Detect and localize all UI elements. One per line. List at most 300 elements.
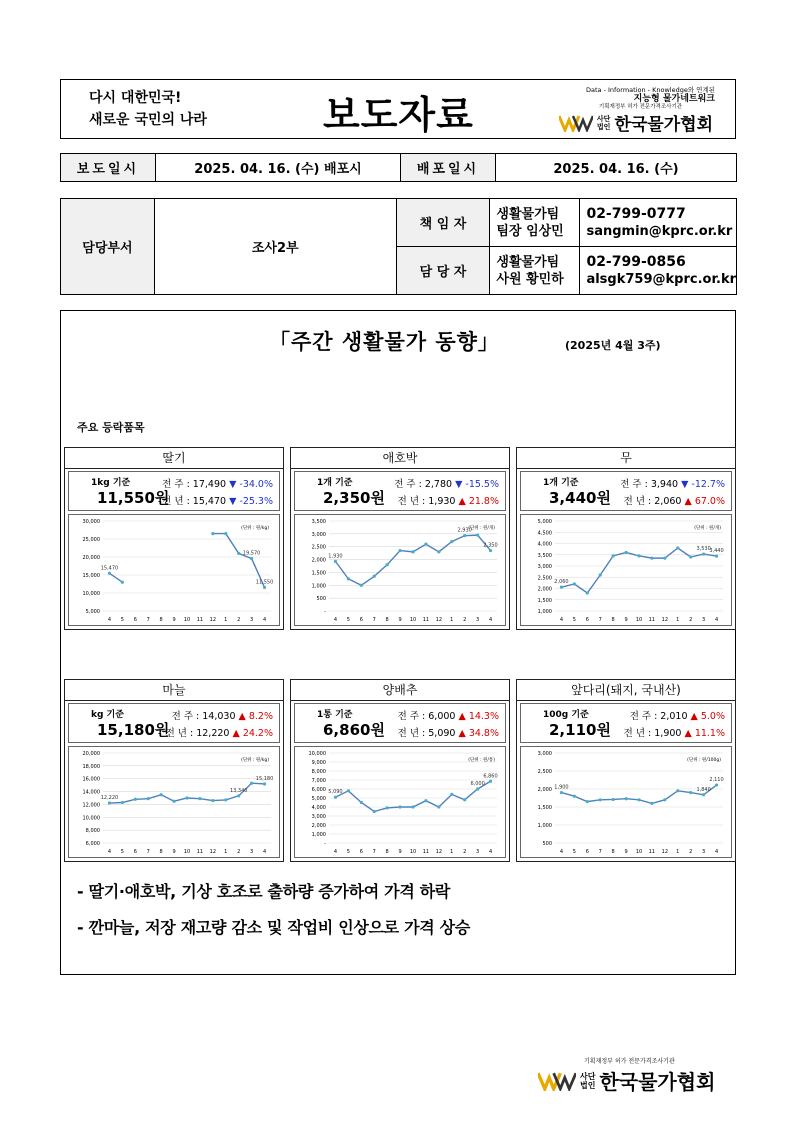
y-tick-label: 500 bbox=[316, 596, 326, 603]
prev-year-value: 전 년 : 2,060 bbox=[623, 496, 682, 507]
x-tick-label: 7 bbox=[372, 849, 376, 855]
prev-week-pct: -12.7% bbox=[691, 479, 725, 490]
x-tick-label: 1 bbox=[450, 849, 454, 855]
staff-label: 담 당 자 bbox=[396, 247, 490, 295]
current-price: 6,860원 bbox=[323, 721, 385, 739]
line-chart-svg bbox=[69, 747, 279, 857]
x-tick-label: 12 bbox=[209, 849, 217, 855]
data-point bbox=[121, 581, 124, 584]
data-point bbox=[360, 584, 363, 587]
prev-week-value: 전 주 : 6,000 bbox=[397, 711, 456, 722]
staff-team: 생활물가팀 bbox=[496, 254, 560, 270]
prev-year-compare bbox=[624, 725, 725, 739]
item-name: 마늘 bbox=[65, 680, 283, 701]
logo-small2: 법인 bbox=[596, 122, 611, 131]
x-tick-label: 6 bbox=[133, 617, 137, 623]
x-tick-label: 1 bbox=[676, 617, 680, 623]
data-label: 19,570 bbox=[242, 550, 261, 557]
summary-bullet-2: - 깐마늘, 저장 재고량 감소 및 작업비 인상으로 가격 상승 bbox=[77, 918, 470, 937]
data-point bbox=[450, 540, 453, 543]
data-point bbox=[586, 800, 589, 803]
x-tick-label: 4 bbox=[262, 849, 267, 855]
x-tick-label: 2 bbox=[689, 617, 693, 623]
x-tick-label: 4 bbox=[107, 849, 112, 855]
staff-phone: 02-799-0856 bbox=[586, 253, 686, 270]
prev-year-compare bbox=[166, 725, 273, 739]
data-point bbox=[676, 546, 679, 549]
y-tick-label: 3,000 bbox=[311, 814, 326, 820]
data-point bbox=[450, 793, 453, 796]
y-tick-label: 2,000 bbox=[537, 586, 552, 593]
x-tick-label: 10 bbox=[635, 617, 643, 623]
chief-contact-cell bbox=[580, 199, 737, 247]
item-name: 무 bbox=[517, 448, 735, 469]
tagline2: 지능형 물가네트워크 bbox=[633, 94, 715, 104]
prev-year-pct: -25.3% bbox=[239, 496, 273, 507]
data-label: 15,180 bbox=[255, 775, 274, 782]
footer-logo-sub: 기획재정부 허가 전문가격조사기관 bbox=[584, 1058, 675, 1065]
data-point bbox=[586, 591, 589, 594]
y-tick-label: 4,500 bbox=[537, 530, 552, 537]
prev-week-change: ▼ -15.5% bbox=[455, 479, 499, 490]
current-price: 3,440원 bbox=[549, 489, 611, 507]
x-tick-label: 2 bbox=[689, 849, 693, 855]
chart-unit-legend: (단위 : 원/개) bbox=[694, 526, 721, 531]
x-tick-label: 4 bbox=[333, 849, 338, 855]
x-tick-label: 8 bbox=[385, 849, 389, 855]
y-tick-label: 1,500 bbox=[537, 597, 552, 604]
y-tick-label: 9,000 bbox=[311, 760, 326, 766]
data-point bbox=[676, 789, 679, 792]
x-tick-label: 4 bbox=[488, 617, 493, 623]
x-tick-label: 7 bbox=[146, 617, 150, 623]
prev-week-compare bbox=[162, 476, 273, 490]
x-tick-label: 3 bbox=[476, 849, 480, 855]
unit-basis: kg 기준 bbox=[91, 710, 124, 720]
release-table bbox=[60, 153, 737, 182]
x-tick-label: 7 bbox=[146, 849, 150, 855]
price-trend-chart bbox=[294, 746, 506, 858]
data-point bbox=[185, 796, 188, 799]
price-trend-chart bbox=[68, 746, 280, 858]
release-date-label: 보도일시 bbox=[61, 154, 156, 182]
x-tick-label: 10 bbox=[409, 849, 417, 855]
data-point bbox=[147, 797, 150, 800]
data-point bbox=[386, 806, 389, 809]
price-trend-chart bbox=[520, 514, 732, 626]
price-box bbox=[294, 471, 506, 511]
data-label: 3,440 bbox=[709, 548, 724, 555]
unit-basis: 100g 기준 bbox=[543, 710, 589, 720]
data-point bbox=[360, 801, 363, 804]
data-point bbox=[637, 798, 640, 801]
x-tick-label: 3 bbox=[250, 849, 254, 855]
data-point bbox=[573, 582, 576, 585]
unit-basis: 1개 기준 bbox=[317, 478, 353, 488]
data-label: 5,090 bbox=[328, 789, 343, 796]
data-point bbox=[637, 554, 640, 557]
data-point bbox=[689, 791, 692, 794]
chief-phone: 02-799-0777 bbox=[586, 205, 686, 222]
footer-logo-mark-icon bbox=[538, 1071, 576, 1091]
y-tick-label: 5,000 bbox=[85, 609, 100, 615]
y-tick-label: 8,000 bbox=[311, 769, 326, 775]
x-tick-label: 3 bbox=[702, 617, 706, 623]
x-tick-label: 11 bbox=[422, 617, 430, 623]
x-tick-label: 6 bbox=[359, 617, 363, 623]
x-tick-label: 5 bbox=[346, 849, 350, 855]
data-point bbox=[463, 798, 466, 801]
prev-week-compare bbox=[172, 708, 273, 722]
y-tick-label: 1,500 bbox=[537, 805, 552, 811]
unit-basis: 1kg 기준 bbox=[91, 478, 131, 488]
y-tick-label: 1,000 bbox=[311, 583, 326, 590]
y-tick-label: 4,000 bbox=[311, 805, 326, 811]
prev-week-pct: -34.0% bbox=[239, 479, 273, 490]
data-point bbox=[398, 549, 401, 552]
data-point bbox=[211, 532, 214, 535]
unit-basis: 1개 기준 bbox=[543, 478, 579, 488]
x-tick-label: 9 bbox=[624, 617, 628, 623]
y-tick-label: 12,000 bbox=[82, 802, 100, 809]
staff-email: alsgk759@kprc.or.kr bbox=[586, 271, 736, 287]
item-name: 애호박 bbox=[291, 448, 509, 469]
data-point bbox=[476, 534, 479, 537]
x-tick-label: 9 bbox=[624, 849, 628, 855]
data-point bbox=[237, 794, 240, 797]
price-box bbox=[68, 703, 280, 743]
data-label: 2,350 bbox=[483, 542, 498, 549]
contact-table bbox=[60, 198, 737, 295]
x-tick-label: 5 bbox=[120, 849, 124, 855]
data-point bbox=[650, 557, 653, 560]
item-card bbox=[290, 447, 510, 630]
header-box bbox=[60, 79, 736, 139]
line-chart-svg bbox=[69, 515, 279, 625]
y-tick-label: 30,000 bbox=[82, 519, 100, 525]
data-point bbox=[386, 563, 389, 566]
x-tick-label: 9 bbox=[398, 849, 402, 855]
price-box bbox=[520, 703, 732, 743]
y-tick-label: 25,000 bbox=[82, 537, 100, 543]
y-tick-label: - bbox=[324, 609, 326, 615]
prev-year-change: ▲ 67.0% bbox=[684, 496, 725, 507]
data-point bbox=[134, 798, 137, 801]
data-point bbox=[334, 796, 337, 799]
x-tick-label: 11 bbox=[196, 849, 204, 855]
y-tick-label: 2,500 bbox=[311, 544, 326, 551]
y-tick-label: 1,000 bbox=[311, 832, 326, 838]
x-tick-label: 2 bbox=[237, 849, 241, 855]
x-tick-label: 4 bbox=[714, 617, 719, 623]
x-tick-label: 1 bbox=[676, 849, 680, 855]
main-heading-sub: (2025년 4월 3주) bbox=[565, 339, 661, 352]
main-content-box bbox=[60, 310, 736, 975]
data-point bbox=[560, 791, 563, 794]
y-tick-label: 15,000 bbox=[82, 573, 100, 579]
prev-year-value: 전 년 : 5,090 bbox=[397, 728, 456, 739]
item-card bbox=[64, 447, 284, 630]
y-tick-label: 1,000 bbox=[537, 609, 552, 615]
prev-week-change: ▲ 8.2% bbox=[238, 711, 273, 722]
y-tick-label: - bbox=[324, 841, 326, 847]
y-tick-label: 1,500 bbox=[311, 570, 326, 577]
prev-week-value: 전 주 : 3,940 bbox=[620, 479, 679, 490]
x-tick-label: 4 bbox=[333, 617, 338, 623]
data-point bbox=[612, 798, 615, 801]
data-point bbox=[624, 797, 627, 800]
current-price: 15,180원 bbox=[97, 721, 170, 739]
data-point bbox=[476, 787, 479, 790]
data-point bbox=[702, 793, 705, 796]
y-tick-label: 18,000 bbox=[82, 763, 100, 770]
prev-week-pct: -15.5% bbox=[465, 479, 499, 490]
data-point bbox=[663, 798, 666, 801]
x-tick-label: 2 bbox=[237, 617, 241, 623]
x-tick-label: 4 bbox=[714, 849, 719, 855]
data-point bbox=[211, 799, 214, 802]
y-tick-label: 10,000 bbox=[308, 751, 326, 757]
x-tick-label: 4 bbox=[559, 617, 564, 623]
y-tick-label: 5,000 bbox=[311, 796, 326, 802]
data-point bbox=[463, 534, 466, 537]
data-point bbox=[599, 798, 602, 801]
data-point bbox=[334, 560, 337, 563]
y-tick-label: 2,500 bbox=[537, 575, 552, 582]
x-tick-label: 11 bbox=[648, 849, 656, 855]
prev-week-pct: 14.3% bbox=[468, 711, 499, 722]
data-point bbox=[250, 557, 253, 560]
slogan bbox=[89, 87, 207, 131]
x-tick-label: 9 bbox=[172, 849, 176, 855]
data-label: 2,110 bbox=[709, 777, 724, 784]
data-point bbox=[398, 805, 401, 808]
footer-logo-small bbox=[580, 1072, 595, 1090]
y-tick-label: 6,000 bbox=[311, 787, 326, 793]
chief-team: 생활물가팀 bbox=[496, 206, 560, 222]
prev-year-pct: 24.2% bbox=[242, 728, 273, 739]
data-point bbox=[689, 555, 692, 558]
prev-year-change: ▲ 24.2% bbox=[232, 728, 273, 739]
prev-year-value: 전 년 : 12,220 bbox=[165, 728, 230, 739]
x-tick-label: 5 bbox=[572, 849, 576, 855]
footer-logo-small2: 법인 bbox=[580, 1080, 596, 1090]
data-point bbox=[411, 805, 414, 808]
current-price: 11,550원 bbox=[97, 489, 170, 507]
data-point bbox=[573, 795, 576, 798]
prev-year-pct: 11.1% bbox=[694, 728, 725, 739]
y-tick-label: 8,000 bbox=[85, 828, 100, 835]
data-point bbox=[160, 793, 163, 796]
line-chart-svg bbox=[521, 515, 731, 625]
logo-small bbox=[597, 115, 611, 131]
item-name: 앞다리(돼지, 국내산) bbox=[517, 680, 735, 701]
prev-week-value: 전 주 : 2,780 bbox=[394, 479, 453, 490]
prev-year-change: ▲ 34.8% bbox=[458, 728, 499, 739]
current-price: 2,110원 bbox=[549, 721, 611, 739]
data-point bbox=[612, 554, 615, 557]
chief-name: 팀장 임상민 bbox=[496, 223, 564, 239]
prev-week-change: ▼ -12.7% bbox=[681, 479, 725, 490]
y-tick-label: 3,000 bbox=[537, 751, 552, 757]
data-point bbox=[347, 577, 350, 580]
footer-logo-name: 한국물가협회 bbox=[599, 1070, 716, 1094]
prev-year-pct: 21.8% bbox=[468, 496, 499, 507]
data-point bbox=[702, 552, 705, 555]
item-card bbox=[290, 679, 510, 862]
data-point bbox=[224, 532, 227, 535]
data-label: 2,930 bbox=[457, 527, 472, 534]
x-tick-label: 4 bbox=[107, 617, 112, 623]
y-tick-label: 16,000 bbox=[82, 776, 100, 783]
y-tick-label: 500 bbox=[542, 841, 552, 847]
y-tick-label: 1,000 bbox=[537, 823, 552, 829]
staff-team-cell bbox=[490, 247, 580, 295]
price-trend-chart bbox=[68, 514, 280, 626]
x-tick-label: 11 bbox=[196, 617, 204, 623]
x-tick-label: 7 bbox=[372, 617, 376, 623]
x-tick-label: 12 bbox=[435, 617, 443, 623]
x-tick-label: 9 bbox=[172, 617, 176, 623]
data-point bbox=[663, 557, 666, 560]
data-label: 13,340 bbox=[229, 787, 248, 794]
x-tick-label: 8 bbox=[385, 617, 389, 623]
x-tick-label: 9 bbox=[398, 617, 402, 623]
x-tick-label: 8 bbox=[611, 849, 615, 855]
x-tick-label: 3 bbox=[702, 849, 706, 855]
data-point bbox=[411, 550, 414, 553]
y-tick-label: 3,000 bbox=[537, 564, 552, 570]
x-tick-label: 7 bbox=[598, 617, 602, 623]
line-chart-svg bbox=[295, 515, 505, 625]
data-point bbox=[373, 575, 376, 578]
staff-contact-cell bbox=[580, 247, 737, 295]
x-tick-label: 11 bbox=[422, 849, 430, 855]
item-card bbox=[64, 679, 284, 862]
x-tick-label: 5 bbox=[346, 617, 350, 623]
logo-name: 한국물가협회 bbox=[614, 115, 713, 135]
data-label: 1,900 bbox=[554, 784, 569, 791]
y-tick-label: 20,000 bbox=[82, 555, 100, 561]
data-point bbox=[489, 549, 492, 552]
prev-week-change: ▲ 14.3% bbox=[458, 711, 499, 722]
prev-week-change: ▲ 5.0% bbox=[690, 711, 725, 722]
prev-year-compare bbox=[398, 493, 499, 507]
series-line bbox=[335, 535, 490, 585]
dept-label: 담당부서 bbox=[61, 199, 155, 295]
prev-year-pct: 34.8% bbox=[468, 728, 499, 739]
chief-label: 책 임 자 bbox=[396, 199, 490, 247]
series-line bbox=[109, 573, 122, 582]
data-point bbox=[624, 551, 627, 554]
data-label: 2,060 bbox=[554, 579, 569, 586]
x-tick-label: 6 bbox=[133, 849, 137, 855]
y-tick-label: 4,000 bbox=[537, 541, 552, 548]
data-point bbox=[224, 798, 227, 801]
data-point bbox=[172, 800, 175, 803]
x-tick-label: 12 bbox=[209, 617, 217, 623]
data-label: 3,530 bbox=[696, 546, 711, 553]
logo-small1: 사단 bbox=[596, 114, 611, 123]
prev-year-value: 전 년 : 1,900 bbox=[623, 728, 682, 739]
y-tick-label: 7,000 bbox=[311, 778, 326, 784]
data-label: 6,860 bbox=[483, 773, 498, 780]
y-tick-label: 3,000 bbox=[311, 531, 326, 538]
prev-week-compare bbox=[394, 476, 499, 490]
x-tick-label: 10 bbox=[409, 617, 417, 623]
logo-sub: 기획재정부 허가 전문가격조사기관 bbox=[598, 104, 683, 110]
line-chart-svg bbox=[295, 747, 505, 857]
x-tick-label: 12 bbox=[435, 849, 443, 855]
item-card bbox=[516, 447, 736, 630]
data-point bbox=[108, 801, 111, 804]
data-point bbox=[198, 797, 201, 800]
y-tick-label: 20,000 bbox=[82, 751, 100, 757]
prev-year-change: ▲ 21.8% bbox=[458, 496, 499, 507]
current-price: 2,350원 bbox=[323, 489, 385, 507]
footer-logo-small1: 사단 bbox=[580, 1071, 596, 1081]
x-tick-label: 3 bbox=[250, 617, 254, 623]
data-point bbox=[715, 783, 718, 786]
price-box bbox=[520, 471, 732, 511]
x-tick-label: 1 bbox=[224, 849, 228, 855]
price-trend-chart bbox=[294, 514, 506, 626]
data-label: 15,470 bbox=[100, 565, 119, 572]
data-point bbox=[108, 572, 111, 575]
data-label: 11,550 bbox=[255, 579, 274, 586]
x-tick-label: 4 bbox=[262, 617, 267, 623]
dist-date-value: 2025. 04. 16. (수) bbox=[496, 154, 737, 182]
x-tick-label: 5 bbox=[572, 617, 576, 623]
prev-week-value: 전 주 : 2,010 bbox=[629, 711, 688, 722]
y-tick-label: 2,000 bbox=[537, 787, 552, 793]
data-point bbox=[437, 805, 440, 808]
chart-unit-legend: (단위 : 원/통) bbox=[468, 758, 495, 763]
y-tick-label: 6,000 bbox=[85, 841, 100, 847]
y-tick-label: 3,500 bbox=[537, 552, 552, 559]
prev-year-change: ▼ -25.3% bbox=[229, 496, 273, 507]
x-tick-label: 6 bbox=[585, 617, 589, 623]
prev-year-compare bbox=[398, 725, 499, 739]
x-tick-label: 2 bbox=[463, 617, 467, 623]
line-chart-svg bbox=[521, 747, 731, 857]
chart-unit-legend: (단위 : 원/100g) bbox=[687, 758, 721, 763]
prev-year-compare bbox=[624, 493, 725, 507]
x-tick-label: 1 bbox=[224, 617, 228, 623]
x-tick-label: 4 bbox=[559, 849, 564, 855]
dept-value: 조사2부 bbox=[154, 199, 396, 295]
data-point bbox=[424, 799, 427, 802]
y-tick-label: 3,500 bbox=[311, 519, 326, 525]
prev-week-pct: 8.2% bbox=[248, 711, 273, 722]
press-release-title: 보도자료 bbox=[323, 93, 474, 137]
data-point bbox=[347, 789, 350, 792]
prev-week-compare bbox=[398, 708, 499, 722]
data-point bbox=[437, 550, 440, 553]
data-point bbox=[599, 573, 602, 576]
data-label: 1,840 bbox=[696, 786, 711, 793]
data-point bbox=[373, 810, 376, 813]
prev-year-change: ▲ 11.1% bbox=[684, 728, 725, 739]
y-tick-label: 14,000 bbox=[82, 789, 100, 796]
x-tick-label: 8 bbox=[159, 617, 163, 623]
data-point bbox=[424, 543, 427, 546]
y-tick-label: 2,000 bbox=[311, 557, 326, 564]
data-label: 1,930 bbox=[328, 553, 343, 560]
data-point bbox=[121, 801, 124, 804]
x-tick-label: 4 bbox=[488, 849, 493, 855]
prev-year-value: 전 년 : 15,470 bbox=[162, 496, 227, 507]
